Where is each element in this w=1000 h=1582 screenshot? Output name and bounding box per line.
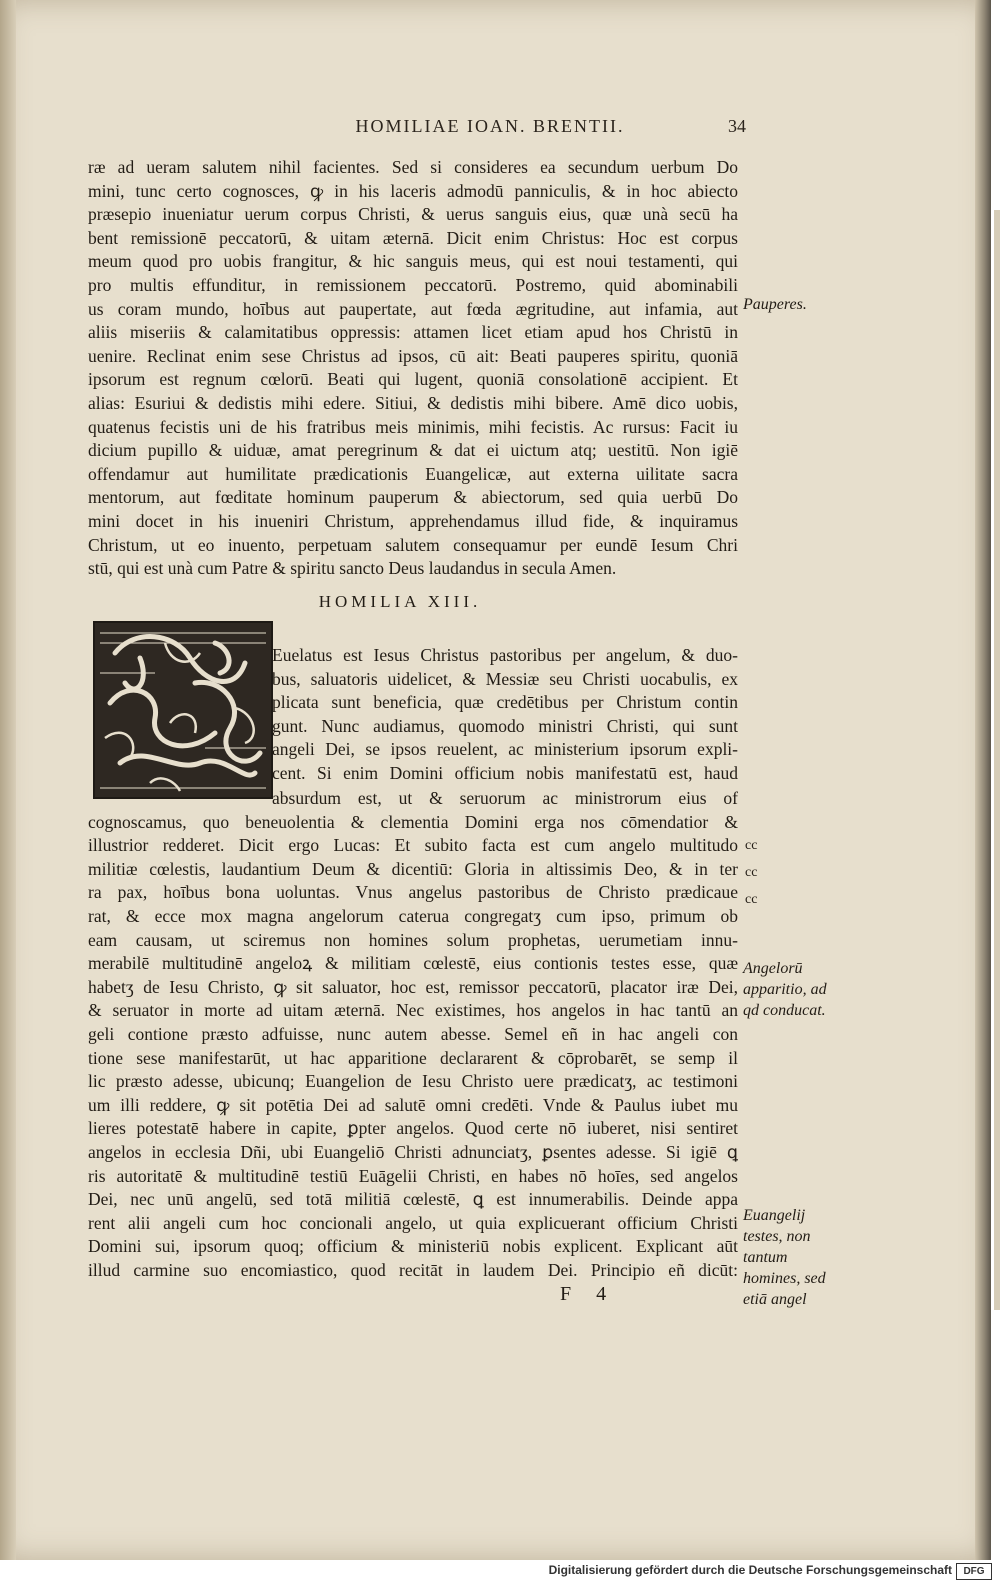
text-line: ris autoritatē & multitudinē testiū Euāgelii Christi, en habes nō hoīes, sed angelos — [88, 1165, 738, 1186]
text-line: ra pax, hoībus bona uoluntas. Vnus angelus pastoribus de Christo prædicaue — [88, 882, 738, 903]
text-line: præsepio inueniatur uerum corpus Christi, & uerus sanguis eius, quæ unà secū ha — [88, 204, 738, 225]
page-gutter — [0, 0, 16, 1560]
text-line: mini, tunc certo cognosces, ꝙ in his laceris admodū panniculis, & in hoc abiecto — [88, 180, 738, 201]
text-line: eam causam, ut sciremus non homines solum prophetas, uerumetiam innu- — [88, 929, 738, 950]
text-line: us coram mundo, hoībus aut paupertate, aut fœda ægritudine, aut infamia, aut — [88, 298, 738, 319]
text-line: mentorum, aut fœditate hominum pauperum & abiectorum, sed quia uerbū Do — [88, 487, 738, 508]
text-line: dicium pupillo & uiduæ, amat peregrinum & dat ei uictum atq; uestitū. Non igiē — [88, 440, 738, 461]
text-line: ræ ad ueram salutem nihil facientes. Sed si consideres ea secundum uerbum Do — [88, 157, 738, 177]
text-line: Domini sui, ipsorum quoq; officium & ministeriū nobis explicent. Explicant aūt — [88, 1236, 738, 1257]
text-line: stū, qui est unà cum Patre & spiritu sancto Deus laudandus in secula Amen. — [88, 558, 617, 579]
funding-credit: Digitalisierung gefördert durch die Deutsche Forschungsgemeinschaft — [548, 1563, 952, 1577]
woodcut-initial — [93, 621, 273, 799]
text-line: meum quod pro uobis frangitur, & hic sanguis meus, qui est noui testamenti, qui — [88, 251, 738, 272]
homily-title: HOMILIA XIII. — [318, 592, 482, 611]
text-line: quatenus fecistis uni de his fratribus meis minimis, mihi fecistis. Ac rursus: Facit iu — [88, 416, 738, 437]
text-line: tione sese manifestarūt, ut hac apparitione declararent & cōprobarēt, se semp il — [88, 1047, 738, 1068]
text-line: lic præsto adesse, ubicunq; Euangelion de Iesu Christo uere prædicatʒ, ac testimoni — [88, 1071, 738, 1092]
text-line: um illi reddere, ꝙ sit potētia Dei ad salutē omni credēti. Vnde & Paulus iubet mu — [88, 1094, 738, 1115]
text-line: bent remissionē peccatorū, & uitam æternā. Dicit enim Christus: Hoc est corpus — [88, 227, 738, 248]
text-line: ipsorum est regnum cœlorū. Beati qui lugent, quoniā consolationē accipient. Et — [88, 369, 738, 390]
text-line: merabilē multitudinē angeloꝝ & militiam cœlestē, eius contionis testes esse, quæ — [88, 953, 738, 974]
text-line: illud carmine suo encomiastico, quod recitāt in laudem Dei. Principio eñ dicūt: — [88, 1259, 738, 1280]
footer-bar — [0, 1560, 1000, 1582]
text-line: cent. Si enim Domini officium nobis manifestatū est, haud — [272, 762, 738, 783]
text-line: angelos in ecclesia Dñi, ubi Euangeliō Christi adnunciatʒ, ꝑsentes adesse. Si igiē ꝗ — [88, 1141, 738, 1162]
page-edge-strip — [994, 210, 1000, 1310]
text-line: alias: Esuriui & dedistis mihi edere. Sitiui, & dedistis mihi bibere. Amē dico uobis, — [88, 392, 738, 413]
text-line: uenire. Reclinat enim sese Christus ad ipsos, cū ait: Beati pauperes spiritu, quoniā — [88, 345, 738, 366]
text-line: & seruator in morte ad uitam æternā. Nec existimes, hos angelos in hac tantū an — [88, 1000, 738, 1021]
text-line: rat, & ecce mox magna angelorum caterua congregatʒ cum ipso, primum ob — [88, 905, 738, 926]
text-block-upper — [88, 156, 738, 581]
quotation-marks — [745, 832, 775, 913]
text-line: plicata sunt beneficia, quæ credētibus per Christum contin — [272, 692, 738, 713]
folio-number: 34 — [728, 116, 746, 136]
quote-mark: cc — [745, 892, 758, 907]
text-line: mini docet in his inueniri Christum, apprehendamus illud fide, & inquiramus — [88, 510, 738, 531]
quote-mark: cc — [745, 865, 758, 880]
text-line: pro multis effunditur, in remissionem peccatorū. Postremo, quid abominabili — [88, 274, 738, 295]
signature-mark: F 4 — [560, 1283, 617, 1305]
text-line: cognoscamus, quo beneuolentia & clementia Domini erga nos cōmendatior & — [88, 811, 738, 832]
text-line: absurdum est, ut & seruorum ac ministrorum eius of — [272, 788, 738, 808]
margin-note-euangelii: Euangelij testes, non tantum homines, sed etiā angel — [743, 1207, 826, 1308]
text-block-beside-initial — [272, 644, 738, 786]
page-edge — [975, 0, 991, 1560]
text-line: bus, saluatoris uidelicet, & Messiæ seu Christi uocabulis, ex — [272, 668, 738, 689]
running-head: HOMILIAE IOAN. BRENTII. — [355, 116, 625, 136]
text-line: Dei, nec unū angelū, sed totā militiā cœlestē, ꝗ est innumerabilis. Deinde appa — [88, 1189, 738, 1210]
text-block-lower — [88, 787, 738, 1282]
initial-ornament-image — [95, 623, 271, 797]
dfg-logo: DFG — [956, 1563, 992, 1580]
text-line: habetʒ de Iesu Christo, ꝙ sit saluator, hoc est, remissor peccatorū, placator iræ Dei, — [88, 976, 738, 997]
text-line: Euelatus est Iesus Christus pastoribus per angelum, & duo- — [272, 645, 738, 665]
text-line: Christum, ut eo inuento, perpetuam salutem consequamur per eundē Iesum Chri — [88, 534, 738, 555]
text-line: militiæ cœlestis, laudantium Deum & dicentiū: Gloria in altissimis Deo, & in ter — [88, 858, 738, 879]
quote-mark: cc — [745, 838, 758, 853]
margin-note-pauperes: Pauperes. — [743, 296, 807, 313]
text-line: angeli Dei, se ipsos reuelent, ac ministerium ipsorum expli- — [272, 739, 738, 760]
text-line: lieres potestatē habere in capite, ꝑpter angelos. Quod certe nō iuberet, nisi sentiret — [88, 1118, 738, 1139]
text-line: offendamur aut humilitate prædicationis Euangelicæ, aut externa uilitate sacra — [88, 463, 738, 484]
text-line: aliis miseriis & calamitatibus oppressis: attamen licet etiam apud hos Christū in — [88, 322, 738, 343]
text-line: rent alii angeli cum hoc concionali angelo, ut quia explicuerant officium Christi — [88, 1212, 738, 1233]
text-line: geli contione præsto adfuisse, nunc autem abesse. Semel eñ in hac angeli con — [88, 1023, 738, 1044]
margin-note-angelorum: Angelorū apparitio, ad qd conducat. — [743, 960, 827, 1019]
text-line: illustrior redderet. Dicit ergo Lucas: Et subito facta est cum angelo multitudo — [88, 835, 738, 856]
text-line: gunt. Nunc audiamus, quomodo ministri Christi, qui sunt — [272, 715, 738, 736]
